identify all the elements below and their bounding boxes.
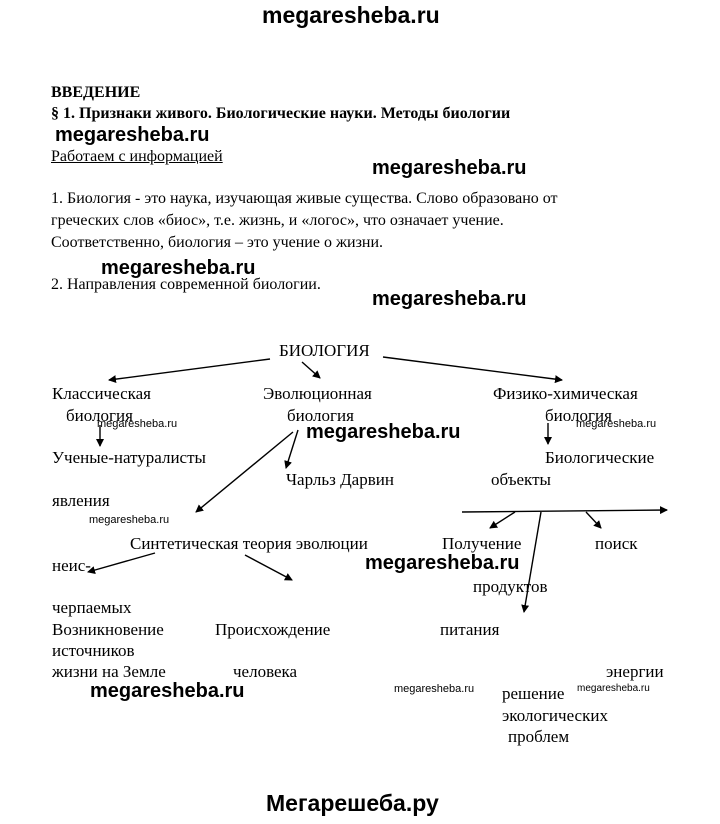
section-title: ВВЕДЕНИЕ (51, 84, 141, 101)
watermark-small-left-1: megaresheba.ru (97, 418, 178, 430)
node-phenomena: явления (52, 491, 110, 510)
node-solution: решение (502, 684, 565, 703)
node-getting: Получение (442, 534, 522, 553)
arrow-horizontal-line (462, 510, 667, 512)
node-bio-objects-1: Биологические (545, 448, 655, 467)
watermark-left-1: megaresheba.ru (101, 257, 256, 279)
paragraph-title: § 1. Признаки живого. Биологические науки. Методы биологии (51, 105, 511, 122)
watermark-top: megaresheba.ru (262, 2, 440, 28)
node-ecological: экологических (502, 706, 608, 725)
watermark-bottom-small: megaresheba.ru (577, 683, 650, 694)
arrow-root-classic (109, 359, 270, 380)
watermark-footer: Мегарешеба.ру (266, 790, 439, 816)
node-nutrition: питания (440, 620, 500, 639)
watermark-small-left-2: megaresheba.ru (89, 514, 170, 526)
watermark-heading: megaresheba.ru (55, 124, 210, 146)
arrow-synthetic-origin-man (245, 555, 292, 580)
node-neis: неис- (52, 556, 91, 575)
node-synthetic: Синтетическая теория эволюции (130, 534, 368, 553)
node-evol-1: Эволюционная (263, 384, 372, 403)
node-classic-2: биология (66, 406, 133, 425)
item1-line-3: Соответственно, биология – это учение о жизни. (51, 234, 384, 251)
node-phys-2: биология (545, 406, 612, 425)
watermark-right-1: megaresheba.ru (372, 157, 527, 179)
subtitle: Работаем с информацией (51, 148, 223, 165)
diagram-root: БИОЛОГИЯ (279, 341, 370, 360)
item2: 2. Направления современной биологии. (51, 276, 321, 293)
arrow-getting (490, 512, 515, 528)
watermark-small-right: megaresheba.ru (576, 418, 657, 430)
node-darwin: Чарльз Дарвин (286, 470, 394, 489)
arrow-root-evol (302, 362, 320, 378)
watermark-bottom-left: megaresheba.ru (90, 680, 245, 702)
node-origin-man-1: Происхождение (215, 620, 331, 639)
node-bio-objects-2: объекты (491, 470, 551, 489)
node-origin-man-2: человека (233, 662, 298, 681)
watermark-bottom-mid: megaresheba.ru (394, 683, 475, 695)
node-energy: энергии (606, 662, 664, 681)
arrow-synthetic-origin-life (88, 553, 155, 572)
arrow-evol-synthetic (196, 432, 293, 512)
watermark-right-2: megaresheba.ru (372, 288, 527, 310)
item1-line-2: греческих слов «биос», т.е. жизнь, и «логос», что означает учение. (51, 212, 504, 229)
watermark-diagram-mid: megaresheba.ru (306, 421, 461, 443)
node-cherp: черпаемых (52, 598, 132, 617)
node-products: продуктов (473, 577, 548, 596)
node-origin-life-1: Возникновение (52, 620, 164, 639)
watermark-center: megaresheba.ru (365, 552, 520, 574)
item1-line-1: 1. Биология - это наука, изучающая живые существа. Слово образовано от (51, 190, 558, 207)
arrow-search (586, 512, 601, 528)
node-phys-1: Физико-химическая (493, 384, 638, 403)
node-origin-life-2: жизни на Земле (52, 662, 166, 681)
arrow-root-phys (383, 357, 562, 380)
arrow-solution (524, 512, 541, 612)
node-classic-1: Классическая (52, 384, 151, 403)
node-naturalists: Ученые-натуралисты (52, 448, 206, 467)
node-search: поиск (595, 534, 638, 553)
node-problems: проблем (508, 727, 570, 746)
node-evol-2: биология (287, 406, 354, 425)
node-sources: источников (52, 641, 135, 660)
